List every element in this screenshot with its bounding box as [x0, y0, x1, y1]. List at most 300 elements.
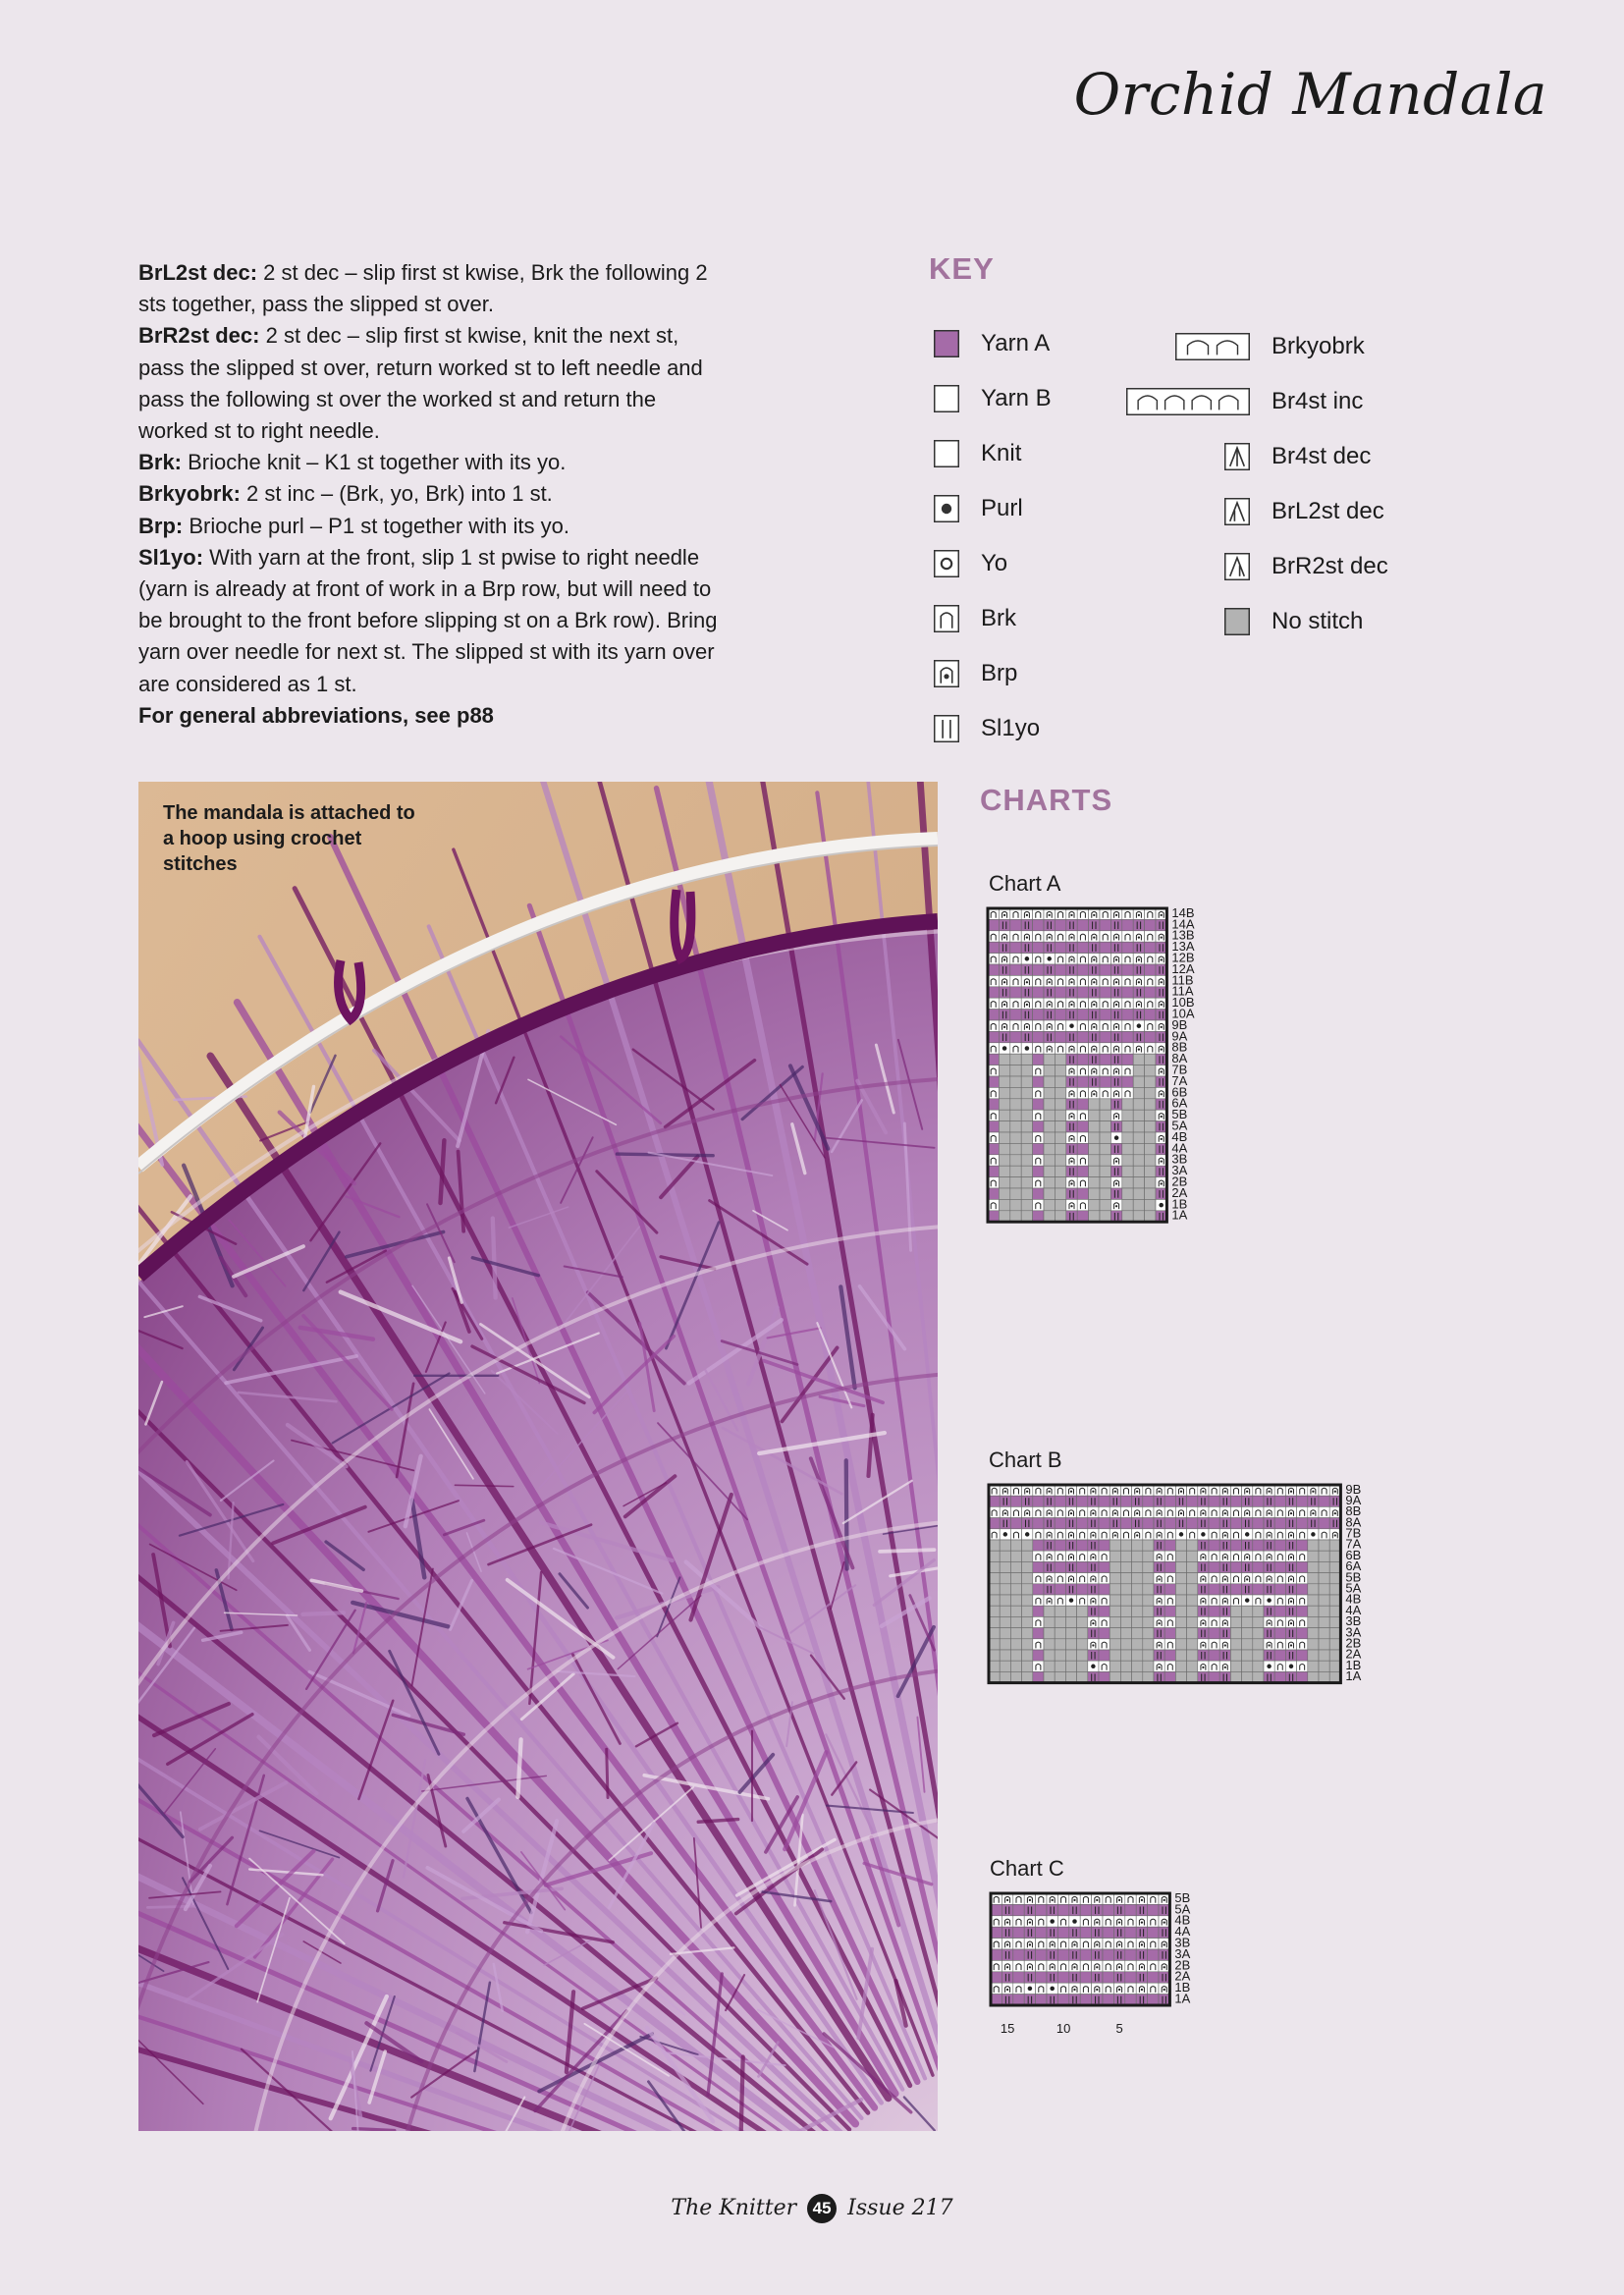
chart-cell [1055, 1606, 1065, 1616]
chart-cell [1242, 1540, 1253, 1551]
abbreviation-definition: Brioche knit – K1 st together with its yo. [182, 450, 567, 475]
chart-cell [989, 1584, 1000, 1595]
chart-cell [1209, 1561, 1219, 1572]
chart-cell [1156, 1166, 1166, 1176]
chart-cell [1024, 1916, 1035, 1927]
chart-row-label: 14A [1171, 916, 1195, 932]
abbreviation-entry [138, 447, 718, 478]
chart-column-number: 10 [1056, 2021, 1071, 2036]
chart-cell [1209, 1506, 1219, 1517]
chart-cell [1219, 1628, 1230, 1639]
chart-cell [1010, 1143, 1021, 1154]
abbreviation-term: BrL2st dec: [138, 260, 258, 285]
chart-cell [1066, 1110, 1077, 1120]
chart-cell [1089, 1211, 1100, 1222]
chart-cell [1088, 1551, 1099, 1561]
chart-cell [1021, 1199, 1032, 1210]
chart-cell [1159, 1960, 1169, 1971]
chart-cell [1154, 1485, 1164, 1496]
chart-cell [1113, 1916, 1124, 1927]
chart-cell [1100, 1199, 1110, 1210]
chart-cell [1319, 1671, 1329, 1682]
chart-cell [1230, 1518, 1241, 1529]
chart-cell [1136, 1983, 1147, 1994]
chart-cell [1077, 1671, 1088, 1682]
chart-cell [1044, 1671, 1055, 1682]
chart-cell [1000, 1650, 1010, 1661]
chart-cell [999, 1155, 1009, 1166]
chart-cell [1066, 1143, 1077, 1154]
chart-cell [1133, 919, 1144, 930]
chart-cell [1055, 1010, 1065, 1020]
br4st-dec-icon [1224, 443, 1250, 470]
chart-cell [1033, 1020, 1044, 1031]
chart-cell [1133, 1087, 1144, 1098]
chart-cell [989, 1496, 1000, 1506]
chart-cell [1010, 1199, 1021, 1210]
chart-cell [1285, 1584, 1296, 1595]
chart-cell [1133, 964, 1144, 975]
chart-cell [1148, 1994, 1159, 2005]
chart-cell [1154, 1506, 1164, 1517]
chart-cell [1242, 1551, 1253, 1561]
chart-cell [999, 1132, 1009, 1143]
footer-magazine: The Knitter [671, 2196, 797, 2220]
chart-cell [1000, 1540, 1010, 1551]
chart-cell [1010, 1540, 1021, 1551]
chart-cell [1219, 1671, 1230, 1682]
chart-cell [1297, 1573, 1308, 1584]
chart-cell [1143, 1551, 1154, 1561]
chart-cell [1000, 1551, 1010, 1561]
chart-cell [1230, 1540, 1241, 1551]
chart-cell [1319, 1639, 1329, 1650]
chart-cell [1122, 987, 1133, 998]
chart-cell [1055, 1661, 1065, 1671]
chart-cell [1044, 1211, 1055, 1222]
abbreviation-definition: 2 st dec – slip first st kwise, Brk the following 2 sts together, pass the slipped st over. [138, 260, 708, 317]
chart-cell [1230, 1661, 1241, 1671]
chart-cell [1132, 1616, 1143, 1627]
chart-cell [999, 1121, 1009, 1132]
chart-cell [1099, 1529, 1110, 1540]
chart-cell [1055, 1099, 1065, 1110]
chart-cell [1253, 1540, 1264, 1551]
chart-cell [1274, 1584, 1285, 1595]
chart-cell [1242, 1639, 1253, 1650]
chart-cell [1274, 1595, 1285, 1606]
chart-cell [1089, 942, 1100, 953]
chart-cell [1110, 964, 1121, 975]
chart-cell [1036, 1939, 1047, 1949]
chart-cell [1021, 1177, 1032, 1188]
chart-cell [1219, 1529, 1230, 1540]
chart-cell [1198, 1573, 1209, 1584]
chart-cell [1145, 1132, 1156, 1143]
chart-cell [1044, 1043, 1055, 1054]
abbreviation-term: Brp: [138, 513, 184, 538]
chart-cell [1001, 1994, 1012, 2005]
chart-cell [1156, 1010, 1166, 1020]
chart-cell [1187, 1584, 1198, 1595]
chart-cell [1308, 1606, 1319, 1616]
chart-cell [989, 1485, 1000, 1496]
chart-cell [1103, 1972, 1113, 1983]
chart-cell [1198, 1529, 1209, 1540]
chart-cell [991, 1972, 1001, 1983]
chart-cell [1154, 1540, 1164, 1551]
chart-cell [1133, 1188, 1144, 1199]
chart-cell [1230, 1529, 1241, 1540]
chart-cell [1033, 1661, 1044, 1671]
chart-cell [1120, 1595, 1131, 1606]
chart-cell [1164, 1595, 1175, 1606]
chart-cell [1329, 1639, 1340, 1650]
chart-cell [1175, 1671, 1186, 1682]
chart-cell [1110, 1506, 1120, 1517]
key-item-label: Brkyobrk [1272, 333, 1365, 359]
chart-cell [1066, 975, 1077, 986]
chart-cell [1145, 1020, 1156, 1031]
chart-cell [999, 987, 1009, 998]
chart-cell [1033, 1121, 1044, 1132]
chart-cell [1156, 987, 1166, 998]
chart-cell [999, 942, 1009, 953]
key-item-label: BrR2st dec [1272, 553, 1388, 579]
chart-cell [1122, 1132, 1133, 1143]
chart-cell [1133, 975, 1144, 986]
chart-cell [1044, 1606, 1055, 1616]
chart-cell [1187, 1496, 1198, 1506]
chart-cell [1033, 964, 1044, 975]
chart-cell [1022, 1485, 1033, 1496]
chart-cell [1230, 1496, 1241, 1506]
chart-cell [1132, 1551, 1143, 1561]
chart-cell [1242, 1496, 1253, 1506]
chart-cell [1319, 1518, 1329, 1529]
chart-cell [1077, 1166, 1088, 1176]
chart-cell [1264, 1628, 1274, 1639]
chart-cell [1175, 1584, 1186, 1595]
purl-dot-icon [934, 495, 959, 522]
chart-cell [1055, 1031, 1065, 1042]
chart-cell [1044, 919, 1055, 930]
chart-cell [991, 1983, 1001, 1994]
chart-cell [1297, 1650, 1308, 1661]
chart-cell [1065, 1616, 1076, 1627]
chart-cell [1055, 919, 1065, 930]
chart-cell [1122, 1166, 1133, 1176]
chart-cell [1100, 1121, 1110, 1132]
chart-cell [1164, 1506, 1175, 1517]
chart-cell [1066, 1155, 1077, 1166]
chart-cell [988, 954, 999, 964]
chart-cell [1198, 1606, 1209, 1616]
chart-cell [1021, 1188, 1032, 1199]
chart-cell [1143, 1628, 1154, 1639]
chart-cell [1175, 1496, 1186, 1506]
chart-cell [1066, 1211, 1077, 1222]
chart-cell [1198, 1584, 1209, 1595]
chart-cell [1055, 998, 1065, 1009]
chart-cell [1156, 942, 1166, 953]
chart-row-label: 2A [1174, 1968, 1191, 1984]
chart-cell [1122, 1043, 1133, 1054]
key-item-label: Br4st inc [1272, 388, 1364, 414]
chart-cell [1088, 1628, 1099, 1639]
chart-cell [1036, 1916, 1047, 1927]
chart-cell [1044, 1066, 1055, 1076]
chart-cell [1145, 1177, 1156, 1188]
key-heading: KEY [929, 251, 995, 286]
chart-cell [988, 1054, 999, 1065]
chart-cell [1055, 931, 1065, 942]
chart-cell [1253, 1639, 1264, 1650]
chart-cell [1089, 1043, 1100, 1054]
chart-cell [1066, 1043, 1077, 1054]
chart-cell [1088, 1639, 1099, 1650]
chart-cell [1010, 1211, 1021, 1222]
chart-cell [988, 1199, 999, 1210]
chart-cell [989, 1661, 1000, 1671]
chart-cell [1100, 987, 1110, 998]
chart-cell [1297, 1661, 1308, 1671]
chart-cell [1110, 1087, 1121, 1098]
chart-cell [1120, 1506, 1131, 1517]
chart-cell [1308, 1573, 1319, 1584]
chart-cell [1065, 1540, 1076, 1551]
chart-cell [1125, 1939, 1136, 1949]
chart-cell [1100, 1054, 1110, 1065]
chart-cell [1077, 1573, 1088, 1584]
chart-cell [1055, 1671, 1065, 1682]
chart-cell [1264, 1671, 1274, 1682]
chart-cell [1077, 908, 1088, 919]
chart-cell [1066, 1121, 1077, 1132]
chart-row-label: 9A [1171, 1028, 1188, 1044]
chart-cell [1110, 1595, 1120, 1606]
chart-row-label: 2B [1171, 1174, 1188, 1189]
abbreviation-term: Brk: [138, 450, 183, 475]
key-item [1126, 437, 1371, 476]
chart-cell [1088, 1485, 1099, 1496]
chart-cell [1077, 1584, 1088, 1595]
chart-cell [1164, 1551, 1175, 1561]
chart-cell [999, 1054, 1009, 1065]
chart-cell [1089, 975, 1100, 986]
chart-cell [1187, 1606, 1198, 1616]
chart-cell [1022, 1561, 1033, 1572]
chart-cell [999, 1066, 1009, 1076]
key-item [1126, 382, 1363, 421]
chart-cell [1110, 1650, 1120, 1661]
chart-cell [1021, 964, 1032, 975]
chart-cell [1077, 964, 1088, 975]
chart-cell [1077, 987, 1088, 998]
chart-cell [1100, 1110, 1110, 1120]
chart-cell [1066, 942, 1077, 953]
chart-cell [1021, 919, 1032, 930]
chart-cell [1132, 1506, 1143, 1517]
chart-cell [1110, 1121, 1121, 1132]
chart-cell [1033, 1199, 1044, 1210]
chart-cell [1110, 1010, 1121, 1020]
chart-cell [1159, 1972, 1169, 1983]
chart-cell [1253, 1573, 1264, 1584]
chart-cell [1044, 1020, 1055, 1031]
chart-cell [1164, 1529, 1175, 1540]
chart-cell [1110, 908, 1121, 919]
chart-cell [1022, 1506, 1033, 1517]
chart-cell [1099, 1496, 1110, 1506]
chart-a [986, 906, 1202, 1229]
chart-cell [1264, 1606, 1274, 1616]
chart-cell [1120, 1650, 1131, 1661]
chart-cell [1122, 1031, 1133, 1042]
chart-cell [1088, 1595, 1099, 1606]
chart-cell [1033, 1496, 1044, 1506]
chart-cell [1065, 1584, 1076, 1595]
chart-cell [1089, 1199, 1100, 1210]
chart-cell [1055, 1177, 1065, 1188]
chart-cell [1092, 1960, 1103, 1971]
chart-cell [1000, 1616, 1010, 1627]
chart-cell [1136, 1916, 1147, 1927]
chart-cell [1219, 1540, 1230, 1551]
chart-cell [1122, 1087, 1133, 1098]
chart-cell [1092, 1994, 1103, 2005]
chart-cell [1100, 931, 1110, 942]
chart-cell [1253, 1661, 1264, 1671]
chart-c [989, 1891, 1205, 2045]
chart-cell [1242, 1628, 1253, 1639]
chart-cell [1066, 964, 1077, 975]
chart-cell [1044, 1031, 1055, 1042]
chart-cell [1136, 1972, 1147, 1983]
chart-cell [1044, 942, 1055, 953]
chart-cell [1308, 1551, 1319, 1561]
chart-cell [1156, 975, 1166, 986]
chart-cell [1156, 1110, 1166, 1120]
chart-cell [1100, 1132, 1110, 1143]
chart-cell [1057, 1916, 1068, 1927]
chart-cell [1013, 1983, 1024, 1994]
chart-cell [1013, 1960, 1024, 1971]
chart-cell [1021, 1087, 1032, 1098]
chart-cell [988, 1121, 999, 1132]
chart-cell [1033, 1010, 1044, 1020]
chart-cell [1089, 1099, 1100, 1110]
chart-cell [1148, 1927, 1159, 1938]
chart-cell [1120, 1485, 1131, 1496]
chart-cell [1021, 908, 1032, 919]
chart-row-label: 6A [1345, 1558, 1362, 1574]
chart-cell [1066, 1066, 1077, 1076]
chart-cell [999, 975, 1009, 986]
chart-cell [1145, 919, 1156, 930]
chart-cell [1329, 1671, 1340, 1682]
chart-cell [1219, 1639, 1230, 1650]
chart-cell [1033, 1650, 1044, 1661]
chart-cell [1136, 1960, 1147, 1971]
chart-cell [1159, 1927, 1169, 1938]
chart-cell [1055, 1650, 1065, 1661]
chart-cell [1113, 1960, 1124, 1971]
chart-cell [1010, 919, 1021, 930]
chart-cell [1143, 1561, 1154, 1572]
chart-cell [1033, 1561, 1044, 1572]
chart-cell [1080, 1949, 1091, 1960]
chart-cell [1132, 1650, 1143, 1661]
chart-cell [1055, 908, 1065, 919]
chart-row-label: 3A [1171, 1163, 1188, 1178]
chart-cell [1329, 1650, 1340, 1661]
chart-cell [1132, 1639, 1143, 1650]
chart-cell [1010, 1132, 1021, 1143]
chart-cell [1001, 1960, 1012, 1971]
chart-cell [1148, 1904, 1159, 1915]
chart-cell [1044, 1661, 1055, 1671]
chart-cell [1133, 954, 1144, 964]
chart-row-label: 14B [1171, 906, 1195, 920]
chart-cell [1187, 1529, 1198, 1540]
chart-cell [1055, 1584, 1065, 1595]
chart-cell [1308, 1671, 1319, 1682]
chart-cell [1308, 1650, 1319, 1661]
chart-cell [1044, 1496, 1055, 1506]
chart-cell [1100, 942, 1110, 953]
chart-cell [1099, 1584, 1110, 1595]
chart-cell [1187, 1639, 1198, 1650]
chart-cell [988, 1076, 999, 1087]
chart-cell [1080, 1904, 1091, 1915]
chart-cell [1156, 1054, 1166, 1065]
chart-cell [1065, 1496, 1076, 1506]
chart-cell [1010, 954, 1021, 964]
yarn-a-icon [934, 330, 959, 357]
chart-cell [1285, 1496, 1296, 1506]
chart-cell [1110, 1551, 1120, 1561]
chart-cell [1110, 1054, 1121, 1065]
chart-cell [1145, 1155, 1156, 1166]
chart-cell [1065, 1551, 1076, 1561]
chart-cell [1022, 1529, 1033, 1540]
chart-cell [988, 1177, 999, 1188]
chart-cell [1000, 1671, 1010, 1682]
chart-cell [1089, 1177, 1100, 1188]
chart-cell [1089, 1020, 1100, 1031]
chart-cell [1154, 1551, 1164, 1561]
chart-cell [1274, 1650, 1285, 1661]
chart-cell [1077, 1177, 1088, 1188]
chart-cell [1099, 1650, 1110, 1661]
chart-cell [1055, 1166, 1065, 1176]
chart-cell [1308, 1485, 1319, 1496]
chart-cell [1033, 931, 1044, 942]
chart-cell [1154, 1529, 1164, 1540]
chart-cell [1089, 1121, 1100, 1132]
chart-cell [1066, 1020, 1077, 1031]
chart-cell [1077, 1529, 1088, 1540]
chart-cell [1209, 1584, 1219, 1595]
chart-cell [1132, 1584, 1143, 1595]
chart-a-title: Chart A [989, 871, 1061, 896]
chart-cell [1055, 1155, 1065, 1166]
chart-cell [1033, 1166, 1044, 1176]
chart-cell [1010, 1177, 1021, 1188]
chart-cell [1164, 1639, 1175, 1650]
chart-cell [1110, 1606, 1120, 1616]
